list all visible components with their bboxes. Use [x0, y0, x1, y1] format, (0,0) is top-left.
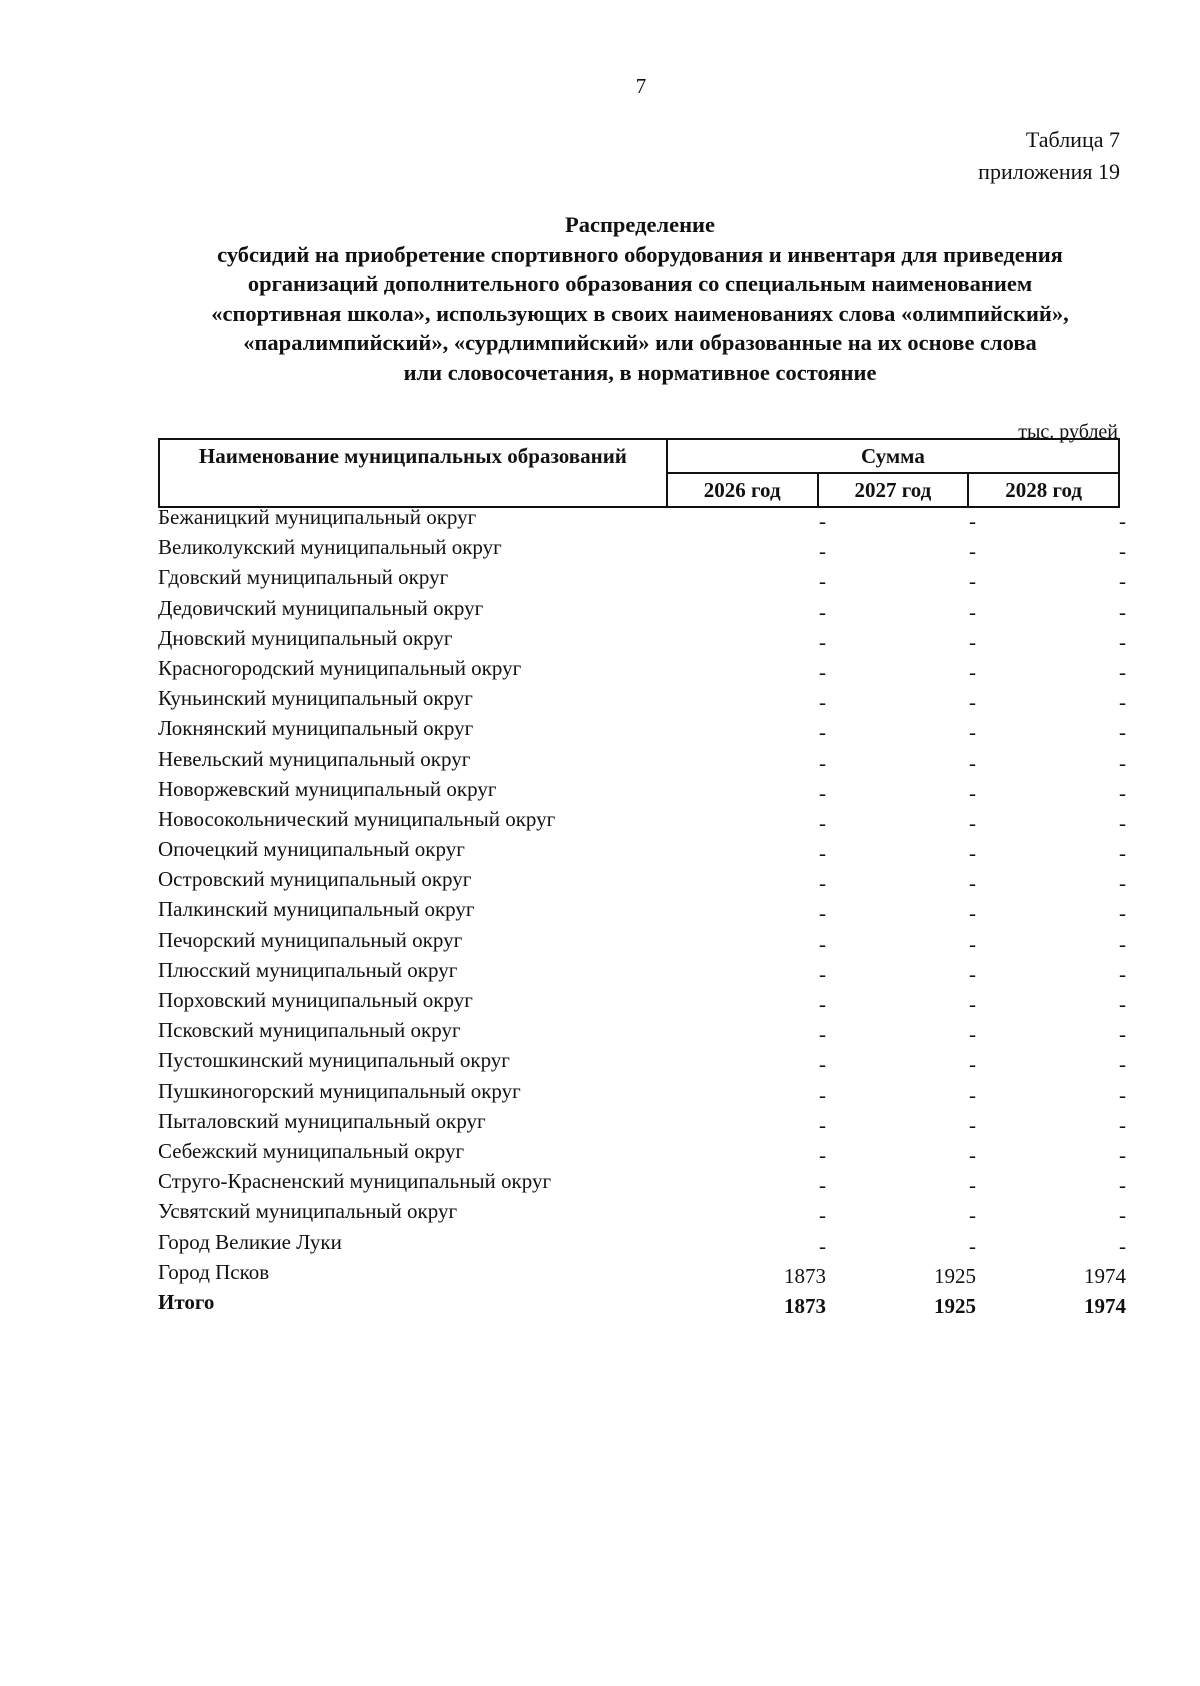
row-value: - — [819, 1142, 826, 1167]
table-row — [158, 776, 1126, 807]
municipality-name: Палкинский муниципальный округ — [158, 897, 475, 922]
municipality-name: Пыталовский муниципальный округ — [158, 1108, 486, 1133]
table-row — [158, 867, 1126, 897]
row-value: - — [819, 1173, 826, 1198]
header-year-2027: 2027 год — [818, 473, 969, 507]
table-row — [158, 1138, 1126, 1169]
row-value: 1974 — [1084, 1263, 1126, 1288]
row-value: - — [1119, 810, 1126, 835]
municipality-name: Локнянский муниципальный округ — [158, 716, 474, 741]
header-year-2026: 2026 год — [667, 473, 818, 507]
municipality-name: Бежаницкий муниципальный округ — [158, 505, 477, 529]
table-row — [158, 595, 1126, 626]
row-value: - — [1119, 1052, 1126, 1077]
title-line: Распределение — [564, 212, 716, 237]
row-value: - — [969, 992, 976, 1016]
row-value: - — [969, 659, 976, 684]
row-value: - — [1119, 1022, 1126, 1047]
row-value: - — [819, 599, 826, 624]
title-line: или словосочетания, в нормативное состояние — [403, 359, 877, 385]
row-value: - — [969, 690, 976, 715]
row-value: - — [819, 690, 826, 715]
row-value: - — [819, 569, 826, 594]
municipality-name: Дновский муниципальный округ — [158, 625, 453, 650]
table-row — [158, 837, 1126, 867]
row-value: - — [969, 509, 976, 533]
table-row — [158, 686, 1126, 716]
row-value: - — [819, 961, 826, 986]
row-value: - — [1119, 1203, 1126, 1228]
table-row — [158, 1169, 1126, 1199]
row-value: - — [969, 871, 976, 896]
table-row — [158, 1078, 1126, 1109]
municipality-name: Пустошкинский муниципальный округ — [158, 1048, 510, 1073]
table-row — [158, 806, 1126, 837]
municipality-name: Куньинский муниципальный округ — [158, 686, 473, 711]
municipality-name: Псковский муниципальный округ — [158, 1018, 461, 1043]
title-line: субсидий на приобретение спортивного оборудования и инвентаря для приведения — [217, 241, 1063, 267]
row-value: - — [1119, 1112, 1126, 1137]
row-value: - — [819, 931, 826, 956]
row-value: - — [819, 720, 826, 745]
table-row — [158, 625, 1126, 656]
table-row — [158, 897, 1126, 927]
page-number: 7 — [635, 74, 647, 98]
total-value: 1974 — [1084, 1293, 1126, 1318]
row-value: - — [1119, 750, 1126, 775]
municipality-name: Печорский муниципальный округ — [158, 927, 463, 952]
municipality-name: Опочецкий муниципальный округ — [158, 837, 465, 862]
row-value: 1873 — [784, 1263, 826, 1288]
row-value: - — [819, 1022, 826, 1047]
municipality-name: Новосокольнический муниципальный округ — [158, 806, 556, 831]
municipality-name: Островский муниципальный округ — [158, 867, 472, 892]
total-row — [158, 1289, 1126, 1320]
row-value: - — [819, 750, 826, 775]
row-value: - — [969, 931, 976, 956]
row-value: - — [1119, 961, 1126, 986]
row-value: - — [819, 629, 826, 654]
row-value: - — [819, 871, 826, 896]
row-value: - — [969, 1173, 976, 1198]
municipality-name: Дедовичский муниципальный округ — [158, 595, 484, 620]
row-value: - — [819, 659, 826, 684]
table-header — [158, 438, 1120, 508]
row-value: - — [1119, 690, 1126, 715]
municipality-name: Усвятский муниципальный округ — [158, 1199, 458, 1224]
row-value: - — [1119, 569, 1126, 594]
total-value: 1925 — [934, 1293, 976, 1318]
table-row — [158, 505, 1126, 535]
row-value: - — [819, 1082, 826, 1107]
row-value: - — [969, 720, 976, 745]
row-value: - — [969, 1233, 976, 1258]
table-row — [158, 1259, 1126, 1290]
row-value: - — [1119, 629, 1126, 654]
row-value: - — [819, 810, 826, 835]
row-value: - — [1119, 1233, 1126, 1258]
municipality-name: Струго-Красненский муниципальный округ — [158, 1169, 552, 1194]
row-value: - — [969, 1052, 976, 1077]
row-value: - — [1119, 509, 1126, 533]
table-row — [158, 1199, 1126, 1229]
row-value: - — [1119, 901, 1126, 926]
row-value: - — [819, 1112, 826, 1137]
municipality-name: Город Великие Луки — [158, 1229, 342, 1254]
row-value: - — [969, 841, 976, 866]
row-value: - — [969, 1142, 976, 1167]
row-value: - — [1119, 659, 1126, 684]
table-row — [158, 1229, 1126, 1260]
row-value: - — [819, 901, 826, 926]
row-value: - — [1119, 599, 1126, 624]
title-line: «спортивная школа», использующих в своих наименованиях слова «олимпийский», — [211, 300, 1069, 326]
table-row — [158, 927, 1126, 958]
row-value: - — [819, 780, 826, 805]
municipality-name: Гдовский муниципальный округ — [158, 565, 449, 590]
row-value: - — [969, 1022, 976, 1047]
row-value: - — [969, 629, 976, 654]
row-value: - — [1119, 871, 1126, 896]
header-name: Наименование муниципальных образований — [159, 439, 667, 507]
units-label: тыс. рублей — [1018, 421, 1118, 443]
municipality-name: Плюсский муниципальный округ — [158, 957, 458, 982]
table-body — [158, 505, 1126, 1320]
municipality-name: Великолукский муниципальный округ — [158, 535, 502, 560]
row-value: - — [819, 1233, 826, 1258]
row-value: - — [969, 961, 976, 986]
row-value: - — [1119, 931, 1126, 956]
row-value: - — [969, 1203, 976, 1228]
table-ref-line-1: Таблица 7 — [1025, 127, 1120, 152]
row-value: - — [1119, 1082, 1126, 1107]
row-value: - — [1119, 780, 1126, 805]
row-value: - — [819, 1052, 826, 1077]
title-line: «паралимпийский», «сурдлимпийский» или образованные на их основе слова — [243, 330, 1037, 355]
municipality-name: Порховский муниципальный округ — [158, 988, 473, 1012]
row-value: - — [1119, 1173, 1126, 1198]
row-value: - — [1119, 1142, 1126, 1167]
table-reference — [978, 124, 1120, 188]
row-value: - — [969, 1082, 976, 1107]
row-value: - — [969, 810, 976, 835]
table-row — [158, 988, 1126, 1018]
title-line: организаций дополнительного образования со специальным наименованием — [247, 271, 1033, 296]
row-value: - — [819, 992, 826, 1016]
row-value: - — [1119, 539, 1126, 564]
table-row — [158, 565, 1126, 595]
table-row — [158, 1018, 1126, 1048]
municipality-name: Город Псков — [158, 1259, 270, 1284]
municipality-name: Невельский муниципальный округ — [158, 746, 471, 771]
table-row — [158, 1108, 1126, 1139]
table-row — [158, 957, 1126, 988]
municipality-name: Новоржевский муниципальный округ — [158, 776, 497, 801]
row-value: - — [1119, 720, 1126, 745]
total-value: 1873 — [784, 1293, 826, 1318]
row-value: - — [1119, 841, 1126, 866]
row-value: - — [969, 901, 976, 926]
total-label: Итого — [158, 1289, 215, 1314]
municipality-name: Красногородский муниципальный округ — [158, 655, 522, 680]
table-row — [158, 535, 1126, 565]
table-row — [158, 746, 1126, 777]
row-value: - — [1119, 992, 1126, 1016]
row-value: - — [969, 599, 976, 624]
row-value: - — [969, 750, 976, 775]
table-row — [158, 655, 1126, 686]
header-sum: Сумма — [667, 439, 1119, 473]
row-value: - — [969, 780, 976, 805]
row-value: - — [969, 1112, 976, 1137]
row-value: 1925 — [934, 1263, 976, 1288]
row-value: - — [969, 569, 976, 594]
municipality-name: Себежский муниципальный округ — [158, 1138, 465, 1163]
row-value: - — [819, 539, 826, 564]
row-value: - — [819, 1203, 826, 1228]
row-value: - — [969, 539, 976, 564]
table-row — [158, 1048, 1126, 1078]
municipality-name: Пушкиногорский муниципальный округ — [158, 1078, 521, 1103]
row-value: - — [819, 509, 826, 533]
header-year-2028: 2028 год — [968, 473, 1119, 507]
document-title — [150, 210, 1130, 387]
table-row — [158, 716, 1126, 746]
row-value: - — [819, 841, 826, 866]
table-ref-line-2: приложения 19 — [978, 159, 1120, 184]
